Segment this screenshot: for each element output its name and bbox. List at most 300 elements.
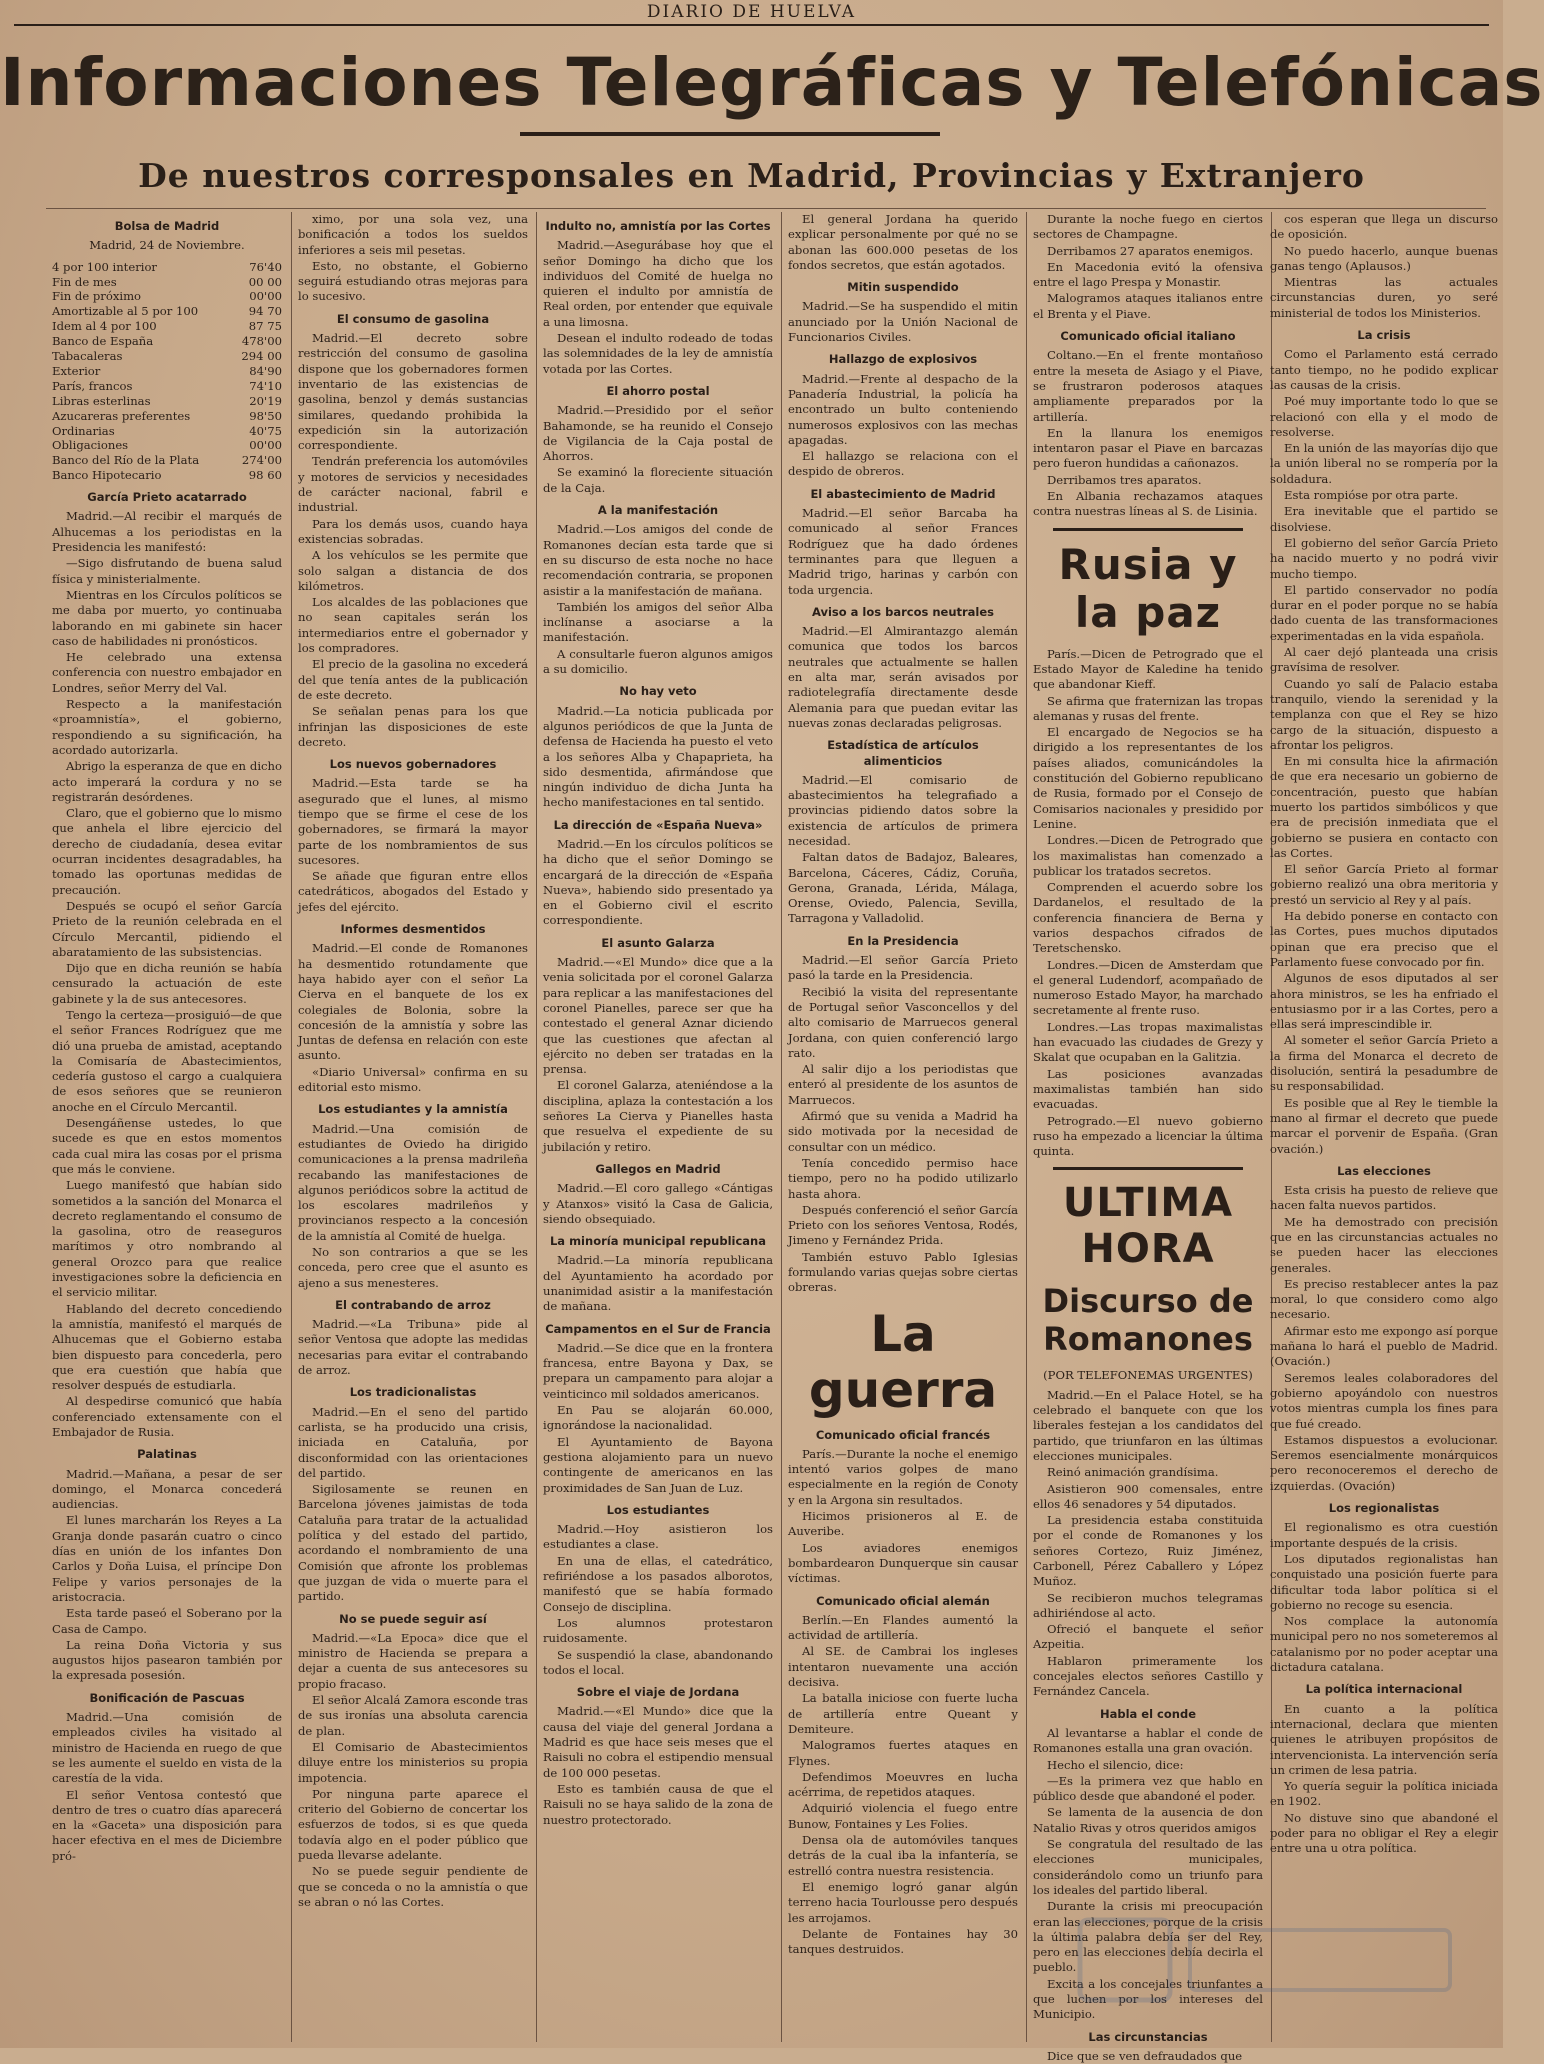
section-heading-bolsa: Bolsa de Madrid: [114, 219, 220, 233]
paragraph: Los alumnos protestaron ruidosamente.: [543, 1615, 773, 1646]
paragraph: Madrid.—En el Palace Hotel, se ha celebrado el banquete con que los liberales festejan a los candidatos del partido, que triunfaron en las últimas elecciones municipales.: [1033, 1387, 1263, 1463]
paragraph: Comprenden el acuerdo sobre los Dardanelos, el resultado de la conferencia financiera de Berna y varios despachos cifrados de Teretschensko.: [1033, 880, 1263, 956]
paragraph: El encargado de Negocios se ha dirigido a los representantes de los países aliados, comunicándoles la constitución del Gobierno republicano de Rusia, formado por el Consejo de Comisarios nacionales y presidido por Lenine.: [1033, 725, 1263, 831]
paragraph: Dijo que en dicha reunión se había censurado la actuación de este gabinete y la de sus antecesores.: [52, 961, 282, 1006]
paragraph: El general Jordana ha querido explicar personalmente por qué no se abonan las 600.000 pesetas de los fondos secretos, que están agotados.: [788, 212, 1018, 272]
bolsa-security-name: Banco Hipotecario: [52, 468, 162, 483]
main-title: Informaciones Telegráficas y Telefónicas: [0, 44, 1544, 121]
section-heading-desmentidos: Informes desmentidos: [340, 922, 486, 937]
article-text: [543, 522, 773, 677]
paragraph: Madrid.—Una comisión de estudiantes de Oviedo ha dirigido comunicaciones a la prensa madrileña recabando las manifestaciones de algunos periódicos sobre la actitud de los escolares madrileños y provincianos respecto a la concesión de la amnistía al Comité de huelga.: [298, 1121, 528, 1243]
bolsa-row: [52, 349, 282, 364]
article-text: [543, 403, 773, 496]
paragraph: Afirmó que su venida a Madrid ha sido motivada por la necesidad de consultar con un médico.: [788, 1109, 1018, 1154]
section-heading-presidencia: En la Presidencia: [847, 933, 959, 948]
bolsa-security-value: 40'75: [249, 423, 282, 438]
paragraph: Cuando yo salí de Palacio estaba tranquilo, viendo la serenidad y la templanza con que el Rey se hizo cargo de la situación, dispuesto a afrontar los peligros.: [1270, 676, 1498, 752]
paragraph: El señor Alcalá Zamora esconde tras de sus ironías una absoluta carencia de plan.: [298, 1693, 528, 1738]
paragraph: El lunes marcharán los Reyes a La Granja donde pasarán cuatro o cinco días en unión de los infantes Don Carlos y Doña Luisa, el príncipe Don Felipe y varios personajes de la aristocracia.: [52, 1513, 282, 1604]
paragraph: Yo quería seguir la política iniciada en 1902.: [1270, 1779, 1498, 1809]
section-heading-espana-nueva: La dirección de «España Nueva»: [553, 817, 763, 832]
paragraph: Madrid.—«La Epoca» dice que el ministro de Hacienda se prepara a dejar a cuenta de sus antecesores su propio fracaso.: [298, 1630, 528, 1691]
paragraph: Respecto a la manifestación «proamnistía», el gobierno, respondiendo a su significación, ha acordado autorizarla.: [52, 697, 282, 757]
paragraph: Los diputados regionalistas han conquistado una posición fuerte para dificultar toda labor política si el gobierno no recoge su esencia.: [1270, 1551, 1498, 1612]
bolsa-table: [52, 260, 282, 484]
paragraph: Hablando del decreto concediendo la amnistía, manifestó el marqués de Alhucemas que el Gobierno estaba bien dispuesto para concederla, pero que era cuestión que había que resolver después de estudiarla.: [52, 1301, 282, 1393]
bolsa-security-name: Azucareras preferentes: [52, 408, 191, 423]
bolsa-security-value: 98'50: [249, 408, 282, 423]
title-rule: [520, 132, 940, 136]
paragraph: Al despedirse comunicó que había conferenciado extensamente con el Embajador de Rusia.: [52, 1394, 282, 1439]
paragraph: No puedo hacerlo, aunque buenas ganas tengo (Aplausos.): [1270, 243, 1498, 273]
paragraph: Me ha demostrado con precisión que en las circunstancias actuales no se pueden hacer las elecciones generales.: [1270, 1214, 1498, 1275]
paragraph: Mientras las actuales circunstancias duren, yo seré ministerial de todos los Ministerios.: [1270, 275, 1498, 320]
paragraph: A consultarle fueron algunos amigos a su domicilio.: [543, 646, 773, 677]
article-text: [298, 1317, 528, 1378]
section-heading-seguir: No se puede seguir así: [339, 1611, 487, 1626]
article-text: [543, 1522, 773, 1678]
paragraph: Derribamos 27 aparatos enemigos.: [1047, 243, 1254, 258]
paragraph: Se señalan penas para los que infrinjan las disposiciones de este decreto.: [298, 704, 528, 749]
paragraph: Densa ola de automóviles tanques detrás de la cual iba la infantería, se estrelló contra nuestra resistencia.: [788, 1833, 1018, 1878]
paragraph: En Macedonia evitó la ofensiva entre el lago Prespa y Monastir.: [1033, 259, 1263, 290]
paragraph: Madrid.—«La Tribuna» pide al señor Ventosa que adopte las medidas necesarias para evitar el contrabando de arroz.: [298, 1317, 528, 1378]
bolsa-security-name: Libras esterlinas: [52, 393, 151, 408]
bolsa-row: [52, 409, 282, 424]
section-heading-bonificacion: Bonificación de Pascuas: [89, 1690, 245, 1705]
paragraph: Petrogrado.—El nuevo gobierno ruso ha empezado a licenciar la última quinta.: [1033, 1113, 1263, 1159]
article-text: [298, 1405, 528, 1605]
section-heading-gallegos: Gallegos en Madrid: [595, 1161, 721, 1176]
paragraph: Madrid.—Frente al despacho de la Panadería Industrial, la policía ha encontrado un bulto conteniendo numerosos explosivos con las mechas apagadas.: [788, 371, 1018, 447]
article-text: [788, 1447, 1018, 1587]
paragraph: Las posiciones avanzadas maximalistas también han sido evacuadas.: [1033, 1066, 1263, 1112]
section-heading-campamentos: Campamentos en el Sur de Francia: [545, 1321, 771, 1336]
paragraph: En una de ellas, el catedrático, refiriéndose a los pasados alborotos, manifestó que se había formado Consejo de disciplina.: [543, 1553, 773, 1614]
paragraph: Excita a los concejales triunfantes a que luchen por los intereses del Municipio.: [1033, 1976, 1263, 2022]
paragraph: Esta tarde paseó el Soberano por la Casa de Campo.: [52, 1606, 282, 1636]
paragraph: Durante la crisis mi preocupación eran las elecciones, porque de la crisis la última palabra debía ser del Rey, pero en las elecciones debía decirla el pueblo.: [1033, 1899, 1263, 1975]
column-4: [788, 212, 1018, 2042]
section-heading-crisis: La crisis: [1357, 328, 1411, 343]
article-text: [788, 506, 1018, 598]
paragraph: En la unión de las mayorías dijo que la unión liberal no se rompería por la soldadura.: [1270, 441, 1498, 486]
paragraph: Ha debido ponerse en contacto con las Cortes, pues muchos diputados opinan que era preciso que el Parlamento fuese convocado por fin.: [1270, 909, 1498, 969]
paragraph: Abrigo la esperanza de que en dicho acto imperará la cordura y no se registrarán desórdenes.: [52, 759, 282, 804]
telefonemas-note: (POR TELEFONEMAS URGENTES): [1043, 1368, 1253, 1383]
archive-watermark-icon: [1080, 1910, 1460, 2010]
section-heading-conde: Habla el conde: [1099, 1706, 1196, 1721]
article-text: [298, 1122, 528, 1291]
paragraph: En mi consulta hice la afirmación de que era necesario un gobierno de concentración, puesto que habían muerto los partidos simbólicos y que era de precisión inmediata que el gobierno se pusiera en contacto con las Cortes.: [1270, 754, 1498, 860]
paragraph: Madrid.—La noticia publicada por algunos periódicos de que la Junta de defensa de Hacienda ha puesto el veto a los señores Alba y Chapaprieta, ha sido desmentida, afirmándose que ningún individuo de dicha Junta ha hecho manifestaciones en tal sentido.: [543, 703, 773, 810]
paragraph: Esto es también causa de que el Raisuli no se haya salido de la zona de nuestro protectorado.: [543, 1781, 773, 1827]
section-heading-internacional: La política internacional: [1305, 1682, 1463, 1697]
article-text: [298, 1631, 528, 1910]
section-heading-minoria: La minoría municipal republicana: [549, 1234, 766, 1249]
subtitle: De nuestros corresponsales en Madrid, Provincias y Extranjero: [138, 156, 1365, 195]
article-text: [543, 837, 773, 929]
paragraph: Es posible que al Rey le tiemble la mano al firmar el decreto que puede marcar el porvenir de España. (Gran ovación.): [1270, 1095, 1498, 1156]
paragraph: La reina Doña Victoria y sus augustos hijos pasearon también por la expresada posesión.: [52, 1637, 282, 1683]
article-text: [1270, 1520, 1498, 1675]
section-heading-elecciones: Las elecciones: [1337, 1163, 1431, 1178]
paragraph: El señor Ventosa contestó que dentro de tres o cuatro días aparecerá en la «Gaceta» una disposición para hacer efectiva en el mes de Diciembre pró-: [52, 1787, 282, 1863]
section-heading-frances: Comunicado oficial francés: [815, 1427, 991, 1442]
paragraph: El Comisario de Abastecimientos diluye entre los ministerios su propia impotencia.: [298, 1739, 528, 1785]
column-rule: [781, 212, 782, 2042]
section-heading-mitin: Mitin suspendido: [847, 280, 959, 295]
column-6: [1270, 212, 1498, 2042]
paragraph: Claro, que el gobierno que lo mismo que anhela el libre ejercicio del derecho de ciudadanía, desea evitar ocurran incidentes desagradables, ha tomado las oportunas medidas de precaución.: [52, 806, 282, 897]
paragraph: Londres.—Dicen de Amsterdam que el general Ludendorf, acompañado de numeroso Estado Mayor, ha marchado secretamente al frente ruso.: [1033, 957, 1263, 1018]
bolsa-row: [52, 424, 282, 439]
bolsa-security-name: Obligaciones: [52, 438, 129, 453]
paragraph: Al SE. de Cambrai los ingleses intentaron nuevamente una acción decisiva.: [788, 1644, 1018, 1690]
article-text: [788, 212, 1018, 273]
article-text: [1033, 1388, 1263, 1700]
paragraph: —Es la primera vez que hablo en público desde que abandoné el poder.: [1033, 1773, 1263, 1804]
paragraph: «Diario Universal» confirma en su editorial esto mismo.: [298, 1064, 528, 1095]
paragraph: Reinó animación grandísima.: [1047, 1465, 1219, 1480]
paragraph: Madrid.—En los círculos políticos se ha dicho que el señor Domingo se encargará de la dirección de «España Nueva», habiendo sido presentado ya en el Gobierno civil el escrito correspondiente.: [543, 836, 773, 928]
paragraph: Madrid.—«El Mundo» dice que la causa del viaje del general Jordana a Madrid es que hace seis meses que el Raisuli no cobra el estipendio mensual de 100 000 pesetas.: [543, 1704, 773, 1780]
bolsa-security-name: Fin de próximo: [52, 289, 142, 304]
paragraph: Madrid.—Presidido por el señor Bahamonde, se ha reunido el Consejo de Vigilancia de la Caja postal de Ahorros.: [543, 403, 773, 464]
paragraph: Se suspendió la clase, abandonando todos el local.: [543, 1647, 773, 1677]
bolsa-row: [52, 289, 282, 304]
article-text: [1033, 2049, 1263, 2064]
paragraph: Se recibieron muchos telegramas adhiriéndose al acto.: [1033, 1590, 1263, 1620]
paragraph: Tengo la certeza—prosiguió—de que el señor Frances Rodríguez que me dió una prueba de amistad, aceptando la Comisaría de Abastecimientos, cedería gustoso el cargo a cualquiera de esos señores que se reunieron anoche en el Círculo Mercantil.: [52, 1007, 282, 1114]
paragraph: Malogramos ataques italianos entre el Brenta y el Piave.: [1033, 291, 1263, 321]
section-heading-garcia: García Prieto acatarrado: [87, 490, 247, 505]
bolsa-security-value: 94 70: [248, 304, 282, 319]
bolsa-security-value: 84'90: [249, 363, 282, 378]
article-text: [1270, 212, 1498, 321]
paragraph: Madrid.—«El Mundo» dice que a la venia solicitada por el coronel Galarza para replicar a las manifestaciones del coronel Pianelles, parece ser que ha contestado el general Aznar diciendo que las cuestiones que afectan al ejército no deben ser tratadas en la prensa.: [543, 955, 773, 1077]
paragraph: Madrid.—Esta tarde se ha asegurado que el lunes, al mismo tiempo que se firme el cese de los gobernadores, se firmará la mayor parte de los nombramientos de sus sucesores.: [298, 776, 528, 867]
paragraph: Londres.—Dicen de Petrogrado que los maximalistas han comenzado a publicar los tratados secretos.: [1033, 833, 1263, 878]
paragraph: Madrid.—La minoría republicana del Ayuntamiento ha acordado por unanimidad asistir a la manifestación de mañana.: [543, 1253, 773, 1314]
paragraph: Algunos de esos diputados al ser ahora ministros, se les ha enfriado el entusiasmo por ir a las Cortes, pero a ellas será imprescindible ir.: [1270, 971, 1498, 1032]
running-rule: [14, 24, 1489, 26]
paragraph: Esto, no obstante, el Gobierno seguirá estudiando otras mejoras para lo sucesivo.: [298, 258, 528, 304]
section-heading-jordana: Sobre el viaje de Jordana: [576, 1685, 740, 1700]
paragraph: París.—Dicen de Petrogrado que el Estado Mayor de Kaledine ha tenido que abandonar Kieff.: [1033, 646, 1263, 692]
paragraph: cos esperan que llega un discurso de oposición.: [1270, 212, 1498, 242]
paragraph: El regionalismo es otra cuestión importante después de la crisis.: [1270, 1520, 1498, 1550]
section-heading-regionalistas: Los regionalistas: [1328, 1501, 1440, 1516]
paragraph: El hallazgo se relaciona con el despido de obreros.: [788, 449, 1018, 479]
paragraph: Después conferenció el señor García Prieto con los señores Ventosa, Rodés, Jimeno y Fernández Prida.: [788, 1202, 1018, 1248]
paragraph: Madrid.—Los amigos del conde de Romanones decían esta tarde que si en su discurso de esta noche no hace recomendación contraria, se proponen asistir a la manifestación de mañana.: [543, 522, 773, 598]
paragraph: A los vehículos se les permite que solo salgan a distancia de dos kilómetros.: [298, 548, 528, 593]
bolsa-security-name: Ordinarias: [52, 423, 115, 438]
paragraph: El gobierno del señor García Prieto ha nacido muerto y no podrá vivir mucho tiempo.: [1270, 535, 1498, 581]
paragraph: Al salir dijo a los periodistas que enteró al presidente de los asuntos de Marruecos.: [788, 1062, 1018, 1107]
section-heading-aleman: Comunicado oficial alemán: [816, 1593, 990, 1608]
paragraph: Defendimos Moeuvres en lucha acérrima, de repetidos ataques.: [788, 1769, 1018, 1800]
article-text: [52, 509, 282, 1440]
paragraph: Se lamenta de la ausencia de don Natalio Rivas y otros queridos amigos: [1033, 1805, 1263, 1835]
paragraph: Para los demás usos, cuando haya existencias sobradas.: [298, 516, 528, 546]
paragraph: Malogramos fuertes ataques en Flynes.: [788, 1738, 1018, 1768]
article-text: [1033, 647, 1263, 1160]
article-text: [788, 1613, 1018, 1958]
paragraph: Luego manifestó que habían sido sometidos a la sanción del Monarca el decreto reglamentando el consumo de la gasolina, otro de reaseguros marítimos y otro nombrando al general Orozco para que realice investigaciones sobre la deficiencia en el servicio militar.: [52, 1178, 282, 1300]
headline-rusia: Rusia y la paz: [1058, 539, 1238, 637]
article-text: [543, 238, 773, 377]
article-text: [543, 1704, 773, 1827]
paragraph: He celebrado una extensa conferencia con nuestro embajador en Londres, señor Merry del Val.: [52, 650, 282, 695]
section-heading-manifestacion: A la manifestación: [597, 503, 719, 518]
paragraph: Afirmar esto me expongo así porque mañana lo hará el pueblo de Madrid. (Ovación.): [1270, 1323, 1498, 1369]
article-text: [543, 1181, 773, 1227]
paragraph: Londres.—Las tropas maximalistas han evacuado las ciudades de Grezy y Skalat que ocupaban en la Galitzia.: [1033, 1019, 1263, 1065]
paragraph: Madrid.—El señor Barcaba ha comunicado al señor Frances Rodríguez que ha dado órdenes terminantes para que lleguen a Madrid trigo, harinas y carbón con toda urgencia.: [788, 506, 1018, 597]
paragraph: Los aviadores enemigos bombardearon Dunquerque sin causar víctimas.: [788, 1540, 1018, 1586]
paragraph: Se examinó la floreciente situación de la Caja.: [543, 465, 773, 495]
bolsa-security-value: 76'40: [249, 259, 282, 274]
bolsa-security-value: 00'00: [249, 438, 282, 453]
paragraph: Berlín.—En Flandes aumentó la actividad de artillería.: [788, 1612, 1018, 1643]
paragraph: Ofreció el banquete el señor Azpeitia.: [1033, 1622, 1263, 1652]
paragraph: Madrid.—Se dice que en la frontera francesa, entre Bayona y Dax, se prepara un campamento para alojar a veinticinco mil soldados americanos.: [543, 1340, 773, 1401]
headline-discurso: Discurso de Romanones: [1042, 1282, 1254, 1359]
bolsa-row: [52, 379, 282, 394]
paragraph: También estuvo Pablo Iglesias formulando varias quejas sobre ciertas obreras.: [788, 1249, 1018, 1295]
article-text: [788, 372, 1018, 480]
paragraph: Madrid.—Una comisión de empleados civiles ha visitado al ministro de Hacienda en ruego de que se les aumente el sueldo en vista de la carestía de la vida.: [52, 1710, 282, 1786]
paragraph: París.—Durante la noche el enemigo intentó varios golpes de mano especialmente en la región de Conoty y en la Argona sin resultados.: [788, 1446, 1018, 1507]
paragraph: El señor García Prieto al formar gobierno realizó una obra meritoria y prestó un servicio al Rey y al país.: [1270, 862, 1498, 907]
paragraph: Después se ocupó el señor García Prieto de la reunión celebrada en el Círculo Mercantil, pidiendo el abaratamiento de las subsistencias.: [52, 898, 282, 959]
paragraph: Derribamos tres aparatos.: [1047, 472, 1202, 487]
paragraph: Madrid.—Mañana, a pesar de ser domingo, el Monarca concederá audiencias.: [52, 1466, 282, 1512]
paragraph: Desengáñense ustedes, lo que sucede es que en estos momentos cada cual mira las cosas por el prisma que más le conviene.: [52, 1116, 282, 1176]
article-text: [52, 1710, 282, 1864]
column-1: [52, 212, 282, 2042]
section-heading-estudiantes-2: Los estudiantes: [606, 1502, 710, 1517]
column-5: [1033, 212, 1263, 2063]
paragraph: Sigilosamente se reunen en Barcelona jóvenes jaimistas de toda Cataluña para tratar de la actualidad política y del estado del partido, acordando el nombramiento de una Comisión que afronte los problemas que juzgan de vida o muerte para el partido.: [298, 1482, 528, 1604]
bolsa-row: [52, 394, 282, 409]
paragraph: No distuve sino que abandoné el poder para no obligar el Rey a elegir entre una u otra política.: [1270, 1810, 1498, 1856]
paragraph: También los amigos del señor Alba inclínanse a asociarse a la manifestación.: [543, 599, 773, 645]
bolsa-security-name: Amortizable al 5 por 100: [52, 304, 199, 319]
paragraph: El Ayuntamiento de Bayona gestiona alojamiento para un nuevo contingente de americanos en las proximidades de San Juan de Luz.: [543, 1434, 773, 1495]
bolsa-security-value: 74'10: [249, 378, 282, 393]
article-text: [543, 955, 773, 1155]
paragraph: Seremos leales colaboradores del gobierno apoyándolo con nuestros votos mientras cumpla los fines para que fué creado.: [1270, 1370, 1498, 1431]
bolsa-security-name: Fin de mes: [52, 274, 117, 289]
paragraph: En Pau se alojarán 60.000, ignorándose la nacionalidad.: [543, 1403, 773, 1433]
bolsa-row: [52, 453, 282, 468]
paragraph: Se añade que figuran entre ellos catedráticos, abogados del Estado y jefes del ejército.: [298, 869, 528, 914]
article-text: [298, 941, 528, 1095]
article-text: [298, 776, 528, 915]
paragraph: Los alcaldes de las poblaciones que no sean capitales serán los intermediarios entre el gobernador y los compradores.: [298, 595, 528, 656]
bolsa-security-name: 4 por 100 interior: [52, 259, 157, 274]
section-heading-gobernadores: Los nuevos gobernadores: [329, 757, 497, 772]
bolsa-row: [52, 319, 282, 334]
section-heading-circunstancias: Las circunstancias: [1088, 2029, 1208, 2044]
headline-ultima-hora: ULTIMA HORA: [1062, 1180, 1234, 1273]
paragraph: ximo, por una sola vez, una bonificación a todos los sueldos inferiores a seis mil pesetas.: [298, 212, 528, 257]
paragraph: Hicimos prisioneros al E. de Auveribe.: [788, 1509, 1018, 1539]
article-text: [298, 331, 528, 750]
paragraph: —Sigo disfrutando de buena salud física y ministerialmente.: [52, 556, 282, 586]
paragraph: Era inevitable que el partido se disolviese.: [1270, 504, 1498, 534]
paragraph: Como el Parlamento está cerrado tanto tiempo, no he podido explicar las causas de la crisis.: [1270, 347, 1498, 392]
paragraph: Adquirió violencia el fuego entre Bunow, Fontaines y Les Folies.: [788, 1801, 1018, 1831]
divider: [1053, 1167, 1243, 1170]
bolsa-security-value: 87 75: [248, 319, 282, 334]
paragraph: Poé muy importante todo lo que se relacionó con ella y el modo de resolverse.: [1270, 394, 1498, 439]
bolsa-security-value: 478'00: [241, 334, 282, 349]
paragraph: Tendrán preferencia los automóviles y motores de servicios y necesidades de carácter nacional, fabril e industrial.: [298, 454, 528, 515]
paragraph: Madrid.—El Almirantazgo alemán comunica que todos los barcos neutrales que actualmente se hallen en alta mar, serán avisados por radiotelegrafía directamente desde Alemania para que puedan evitar las nuevas zonas declaradas peligrosas.: [788, 624, 1018, 730]
paragraph: Esta crisis ha puesto de relieve que hacen falta nuevos partidos.: [1270, 1183, 1498, 1213]
section-heading-estadistica: Estadística de artículos alimenticios: [827, 738, 979, 768]
article-text: [1270, 1183, 1498, 1494]
section-heading-gasolina: El consumo de gasolina: [336, 311, 490, 326]
bolsa-security-name: Idem al 4 por 100: [52, 319, 157, 334]
paragraph: Se afirma que fraternizan las tropas alemanas y rusas del frente.: [1033, 693, 1263, 723]
bolsa-security-value: 00'00: [249, 289, 282, 304]
paragraph: Madrid.—El coro gallego «Cántigas y Atanxos» visitó la Casa de Galicia, siendo obsequiado.: [543, 1181, 773, 1226]
column-3: [543, 212, 773, 2042]
paragraph: Madrid.—El comisario de abastecimientos ha telegrafiado a provincias pidiendo datos sobre la existencia de artículos de primera necesidad.: [788, 772, 1018, 848]
paragraph: Madrid.—Se ha suspendido el mitin anunciado por la Unión Nacional de Funcionarios Civiles.: [788, 299, 1018, 345]
bolsa-security-name: Banco del Río de la Plata: [52, 453, 200, 468]
paragraph: Por ninguna parte aparece el criterio del Gobierno de concertar los esfuerzos de todos, si es que queda todavía algo en el poder público que pueda llevarse adelante.: [298, 1786, 528, 1862]
bolsa-row: [52, 260, 282, 275]
column-rule: [1026, 212, 1027, 2042]
bolsa-security-name: París, francos: [52, 378, 133, 393]
paragraph: Asistieron 900 comensales, entre ellos 46 senadores y 54 diputados.: [1033, 1481, 1263, 1511]
paragraph: Al caer dejó planteada una crisis gravísima de resolver.: [1270, 645, 1498, 675]
paragraph: El precio de la gasolina no excederá del que tenía antes de la publicación de este decreto.: [298, 657, 528, 702]
paragraph: Desean el indulto rodeado de todas las solemnidades de la ley de amnistía votada por las Cortes.: [543, 331, 773, 376]
section-heading-barcos: Aviso a los barcos neutrales: [811, 604, 995, 619]
article-text: [1270, 347, 1498, 1156]
paragraph: Mientras en los Círculos políticos se me daba por muerto, yo continuaba laborando en mi gabinete sin hacer caso de habilidades ni pronósticos.: [52, 587, 282, 648]
paragraph: El enemigo logró ganar algún terreno hacia Tourlousse pero después les arrojamos.: [788, 1879, 1018, 1925]
paragraph: Madrid.—El decreto sobre restricción del consumo de gasolina dispone que los gobernadores formen inventario de las existencias de gasolina, benzol y demás sustancias similares, quedando prohibida la expedición sin la autorización correspondiente.: [298, 331, 528, 453]
bolsa-row: [52, 334, 282, 349]
header-separator: [46, 208, 1486, 209]
paragraph: Nos complace la autonomía municipal pero no nos someteremos al catalanismo por no poder aceptar una dictadura catalana.: [1270, 1614, 1498, 1675]
article-text: [788, 624, 1018, 731]
bolsa-security-value: 20'19: [249, 393, 282, 408]
section-heading-italiano: Comunicado oficial italiano: [1060, 329, 1236, 344]
paragraph: Hablaron primeramente los concejales electos señores Castillo y Fernández Cancela.: [1033, 1653, 1263, 1699]
section-heading-estudiantes: Los estudiantes y la amnistía: [318, 1102, 508, 1117]
section-heading-galarza: El asunto Galarza: [601, 935, 715, 950]
headline-la-guerra: La guerra: [808, 1304, 998, 1419]
running-title: DIARIO DE HUELVA: [646, 2, 857, 22]
paragraph: Faltan datos de Badajoz, Baleares, Barcelona, Cáceres, Cádiz, Coruña, Gerona, Granada, Lérida, Málaga, Orense, Oviedo, Palencia, Sevilla, Tarragona y Valladolid.: [788, 850, 1018, 926]
article-text: [1270, 1702, 1498, 1857]
paragraph: Madrid.—Al recibir el marqués de Alhucemas a los periodistas en la Presidencia les manifestó:: [52, 509, 282, 555]
divider: [1053, 528, 1243, 531]
section-heading-abastecimiento: El abastecimiento de Madrid: [810, 486, 996, 501]
paragraph: En Albania rechazamos ataques contra nuestras líneas al S. de Lisinia.: [1033, 489, 1263, 519]
article-text: [788, 773, 1018, 927]
column-rule: [536, 212, 537, 2042]
column-rule: [291, 212, 292, 2042]
paragraph: El coronel Galarza, ateniéndose a la disciplina, aplaza la contestación a los señores La Cierva y Pianelles hasta que resuelva el expediente de su jubilación y retiro.: [543, 1078, 773, 1154]
section-heading-veto: No hay veto: [619, 684, 697, 699]
article-text: [1033, 212, 1263, 322]
paragraph: Al levantarse a hablar el conde de Romanones estalla una gran ovación.: [1033, 1725, 1263, 1756]
article-text: [52, 1467, 282, 1684]
article-text: [543, 704, 773, 811]
paragraph: Se congratula del resultado de las elecciones municipales, considerándolo como un triunfo para los ideales del partido liberal.: [1033, 1837, 1263, 1897]
article-text: [788, 953, 1018, 1296]
section-heading-arroz: El contrabando de arroz: [335, 1297, 491, 1312]
article-text: [298, 212, 528, 305]
paragraph: En la llanura los enemigos intentaron pasar el Piave en barcazas pero fueron hundidas a cañonazos.: [1033, 425, 1263, 471]
paragraph: Es preciso restablecer antes la paz moral, lo que considero como algo necesario.: [1270, 1276, 1498, 1322]
column-2: [298, 212, 528, 2042]
paragraph: Estamos dispuestos a evolucionar. Seremos esencialmente monárquicos pero reconoceremos el derecho de izquierdas. (Ovación): [1270, 1432, 1498, 1493]
paragraph: Madrid.—Asegurábase hoy que el señor Domingo ha dicho que los individuos del Comité de huelga no quieren el indulto por amnistía de Real orden, por entender que equivale a una limosna.: [543, 238, 773, 329]
paragraph: Madrid.—El señor García Prieto pasó la tarde en la Presidencia.: [788, 953, 1018, 983]
section-heading-indulto: Indulto no, amnistía por las Cortes: [545, 219, 771, 233]
paragraph: Madrid.—El conde de Romanones ha desmentido rotundamente que haya habido ayer con el señor La Cierva en el banquete de los ex colegiales de Bolonia, sobre la concesión de la amnistía y sobre las Juntas de defensa en relación con este asunto.: [298, 941, 528, 1063]
bolsa-security-value: 274'00: [241, 453, 282, 468]
bolsa-row: [52, 275, 282, 290]
bolsa-row: [52, 304, 282, 319]
article-text: [543, 1253, 773, 1314]
bolsa-security-value: 00 00: [248, 274, 282, 289]
paragraph: Al someter el señor García Prieto a la firma del Monarca el decreto de disolución, sentirá la pesadumbre de su responsabilidad.: [1270, 1033, 1498, 1094]
bolsa-security-name: Banco de España: [52, 334, 154, 349]
section-heading-explosivos: Hallazgo de explosivos: [828, 352, 978, 367]
bolsa-row: [52, 468, 282, 483]
paragraph: Madrid.—Hoy asistieron los estudiantes a clase.: [543, 1522, 773, 1552]
paragraph: Hecho el silencio, dice:: [1047, 1757, 1184, 1772]
section-heading-ahorro: El ahorro postal: [606, 383, 710, 398]
bolsa-row: [52, 364, 282, 379]
paragraph: La batalla iniciose con fuerte lucha de artillería entre Queant y Demiteure.: [788, 1691, 1018, 1736]
paragraph: Recibió la visita del representante de Portugal señor Vasconcellos y del alto comisario de Marruecos general Jordana, con quien conferenció largo rato.: [788, 984, 1018, 1060]
bolsa-row: [52, 438, 282, 453]
bolsa-security-name: Tabacaleras: [52, 349, 123, 364]
paragraph: Madrid.—En el seno del partido carlista, se ha producido una crisis, iniciada en Cataluña, por disconformidad con las orientaciones del partido.: [298, 1404, 528, 1480]
paragraph: Durante la noche fuego en ciertos sectores de Champagne.: [1033, 212, 1263, 242]
article-text: [543, 1341, 773, 1496]
paragraph: Tenía concedido permiso hace tiempo, pero no ha podido utilizarlo hasta ahora.: [788, 1155, 1018, 1201]
bolsa-date: Madrid, 24 de Noviembre.: [89, 238, 245, 253]
section-heading-tradicionalistas: Los tradicionalistas: [349, 1385, 477, 1400]
paragraph: No son contrarios a que se les conceda, pero cree que el asunto es ajeno a sus menesteres.: [298, 1245, 528, 1290]
paragraph: No se puede seguir pendiente de que se conceda o no la amnistía o que se abran o nó las Cortes.: [298, 1864, 528, 1909]
paragraph: La presidencia estaba constituida por el conde de Romanones y los señores Cortezo, Ruiz Jiménez, Carbonell, Pérez Caballero y López Muñoz.: [1033, 1513, 1263, 1589]
bolsa-security-value: 98 60: [248, 468, 282, 483]
paragraph: Dice que se ven defraudados que: [1047, 2048, 1243, 2063]
paragraph: El partido conservador no podía durar en el poder porque no se había dado cuenta de las transformaciones experimentadas en la vida española.: [1270, 582, 1498, 643]
bolsa-security-name: Exterior: [52, 363, 101, 378]
paragraph: Coltano.—En el frente montañoso entre la meseta de Asiago y el Piave, se frustraron poderosos ataques ampliamente preparados por la artillería.: [1033, 348, 1263, 424]
paragraph: Delante de Fontaines hay 30 tanques destruidos.: [788, 1926, 1018, 1957]
article-text: [788, 299, 1018, 345]
article-text: [1033, 348, 1263, 519]
section-heading-palatinas: Palatinas: [137, 1447, 197, 1462]
